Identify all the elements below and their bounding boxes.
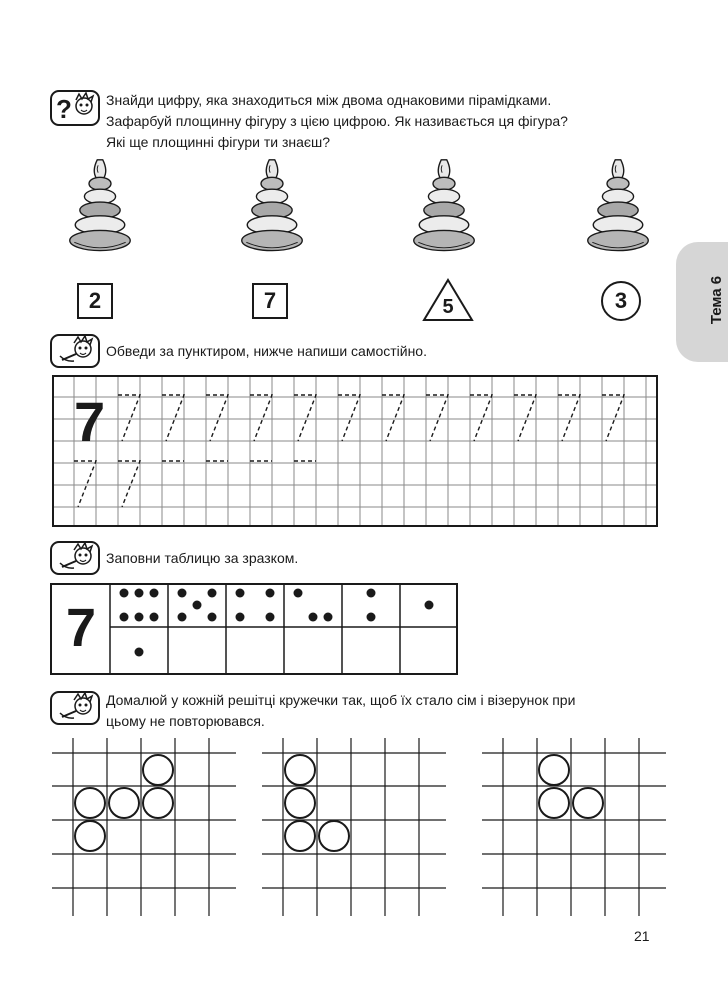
circle-grid[interactable] [262,738,446,916]
grid-circle [143,755,173,785]
question-boy-icon [50,90,100,126]
writing-boy-icon [50,541,100,575]
dot [425,601,434,610]
theme-tab [676,242,728,362]
dashed-seven [338,395,360,441]
task2-instruction: Обведи за пунктиром, нижче напиши самостійно. [106,343,427,359]
digit-label: 3 [614,288,628,313]
digit-square[interactable] [77,283,113,319]
dot [135,648,144,657]
dot [367,589,376,598]
pyramid-toy-icon [578,158,658,268]
pyramid-toy-icon [232,158,312,268]
grid-circle [285,821,315,851]
grid-circle [75,821,105,851]
dashed-seven [426,395,448,441]
dashed-seven [382,395,404,441]
page-number: 21 [634,928,650,944]
grid-circle [75,788,105,818]
grid-circle [109,788,139,818]
theme-tab-label: Тема 6 [708,275,725,325]
dot [266,613,275,622]
dot [120,613,129,622]
dot [266,589,275,598]
grid-circle [285,755,315,785]
dot [150,613,159,622]
dots-table-grid [50,583,458,675]
dashed-seven [602,395,624,441]
dot [236,613,245,622]
digit-circle[interactable] [601,281,641,321]
dashed-seven [250,395,272,441]
task1-line: Зафарбуй площинну фігуру з цією цифрою. Як називається ця фігура? [106,113,568,129]
task3-instruction: Заповни таблицю за зразком. [106,550,299,566]
dashed-seven [162,395,184,441]
dot [150,589,159,598]
dot [208,589,217,598]
dot [120,589,129,598]
grid-circle [319,821,349,851]
dashed-seven [294,395,316,441]
task4-instruction [106,690,666,732]
dashed-seven [118,395,140,441]
dot [135,613,144,622]
sample-seven: 7 [74,390,106,453]
pyramid-toy-icon [60,158,140,268]
dot [367,613,376,622]
task1-instruction [106,90,666,153]
dot [178,613,187,622]
task4-line: цьому не повторювався. [106,713,265,729]
grid-circle [573,788,603,818]
dot [324,613,333,622]
digit-label: 7 [263,288,277,313]
svg-text:?: ? [56,94,72,124]
dashed-seven [118,461,140,507]
dot [208,613,217,622]
dot [236,589,245,598]
dashed-seven [74,461,96,507]
dot [135,589,144,598]
digit-triangle[interactable] [422,278,474,322]
grid-circle [539,788,569,818]
writing-boy-icon [50,691,100,725]
dot [178,589,187,598]
writing-boy-icon [50,334,100,368]
dot [309,613,318,622]
dashed-seven [206,395,228,441]
circle-grid[interactable] [52,738,236,916]
grid-circle [285,788,315,818]
dashed-seven [514,395,536,441]
task1-line: Які ще площинні фігури ти знаєш? [106,134,331,150]
dashed-seven [558,395,580,441]
grid-circle [143,788,173,818]
task4-line: Домалюй у кожній решітці кружечки так, щоб їх стало сім і візерунок при [106,692,576,708]
copybook-grid[interactable] [52,375,658,527]
digit-label: 2 [88,288,102,313]
dashed-seven [470,395,492,441]
dot [193,601,202,610]
digit-square[interactable] [252,283,288,319]
dot [294,589,303,598]
grid-circle [539,755,569,785]
circle-grid[interactable] [482,738,666,916]
task1-line: Знайди цифру, яка знаходиться між двома однаковими пірамідками. [106,92,552,108]
table-digit: 7 [65,598,97,658]
digit-label: 5 [442,295,454,318]
pyramid-toy-icon [404,158,484,268]
